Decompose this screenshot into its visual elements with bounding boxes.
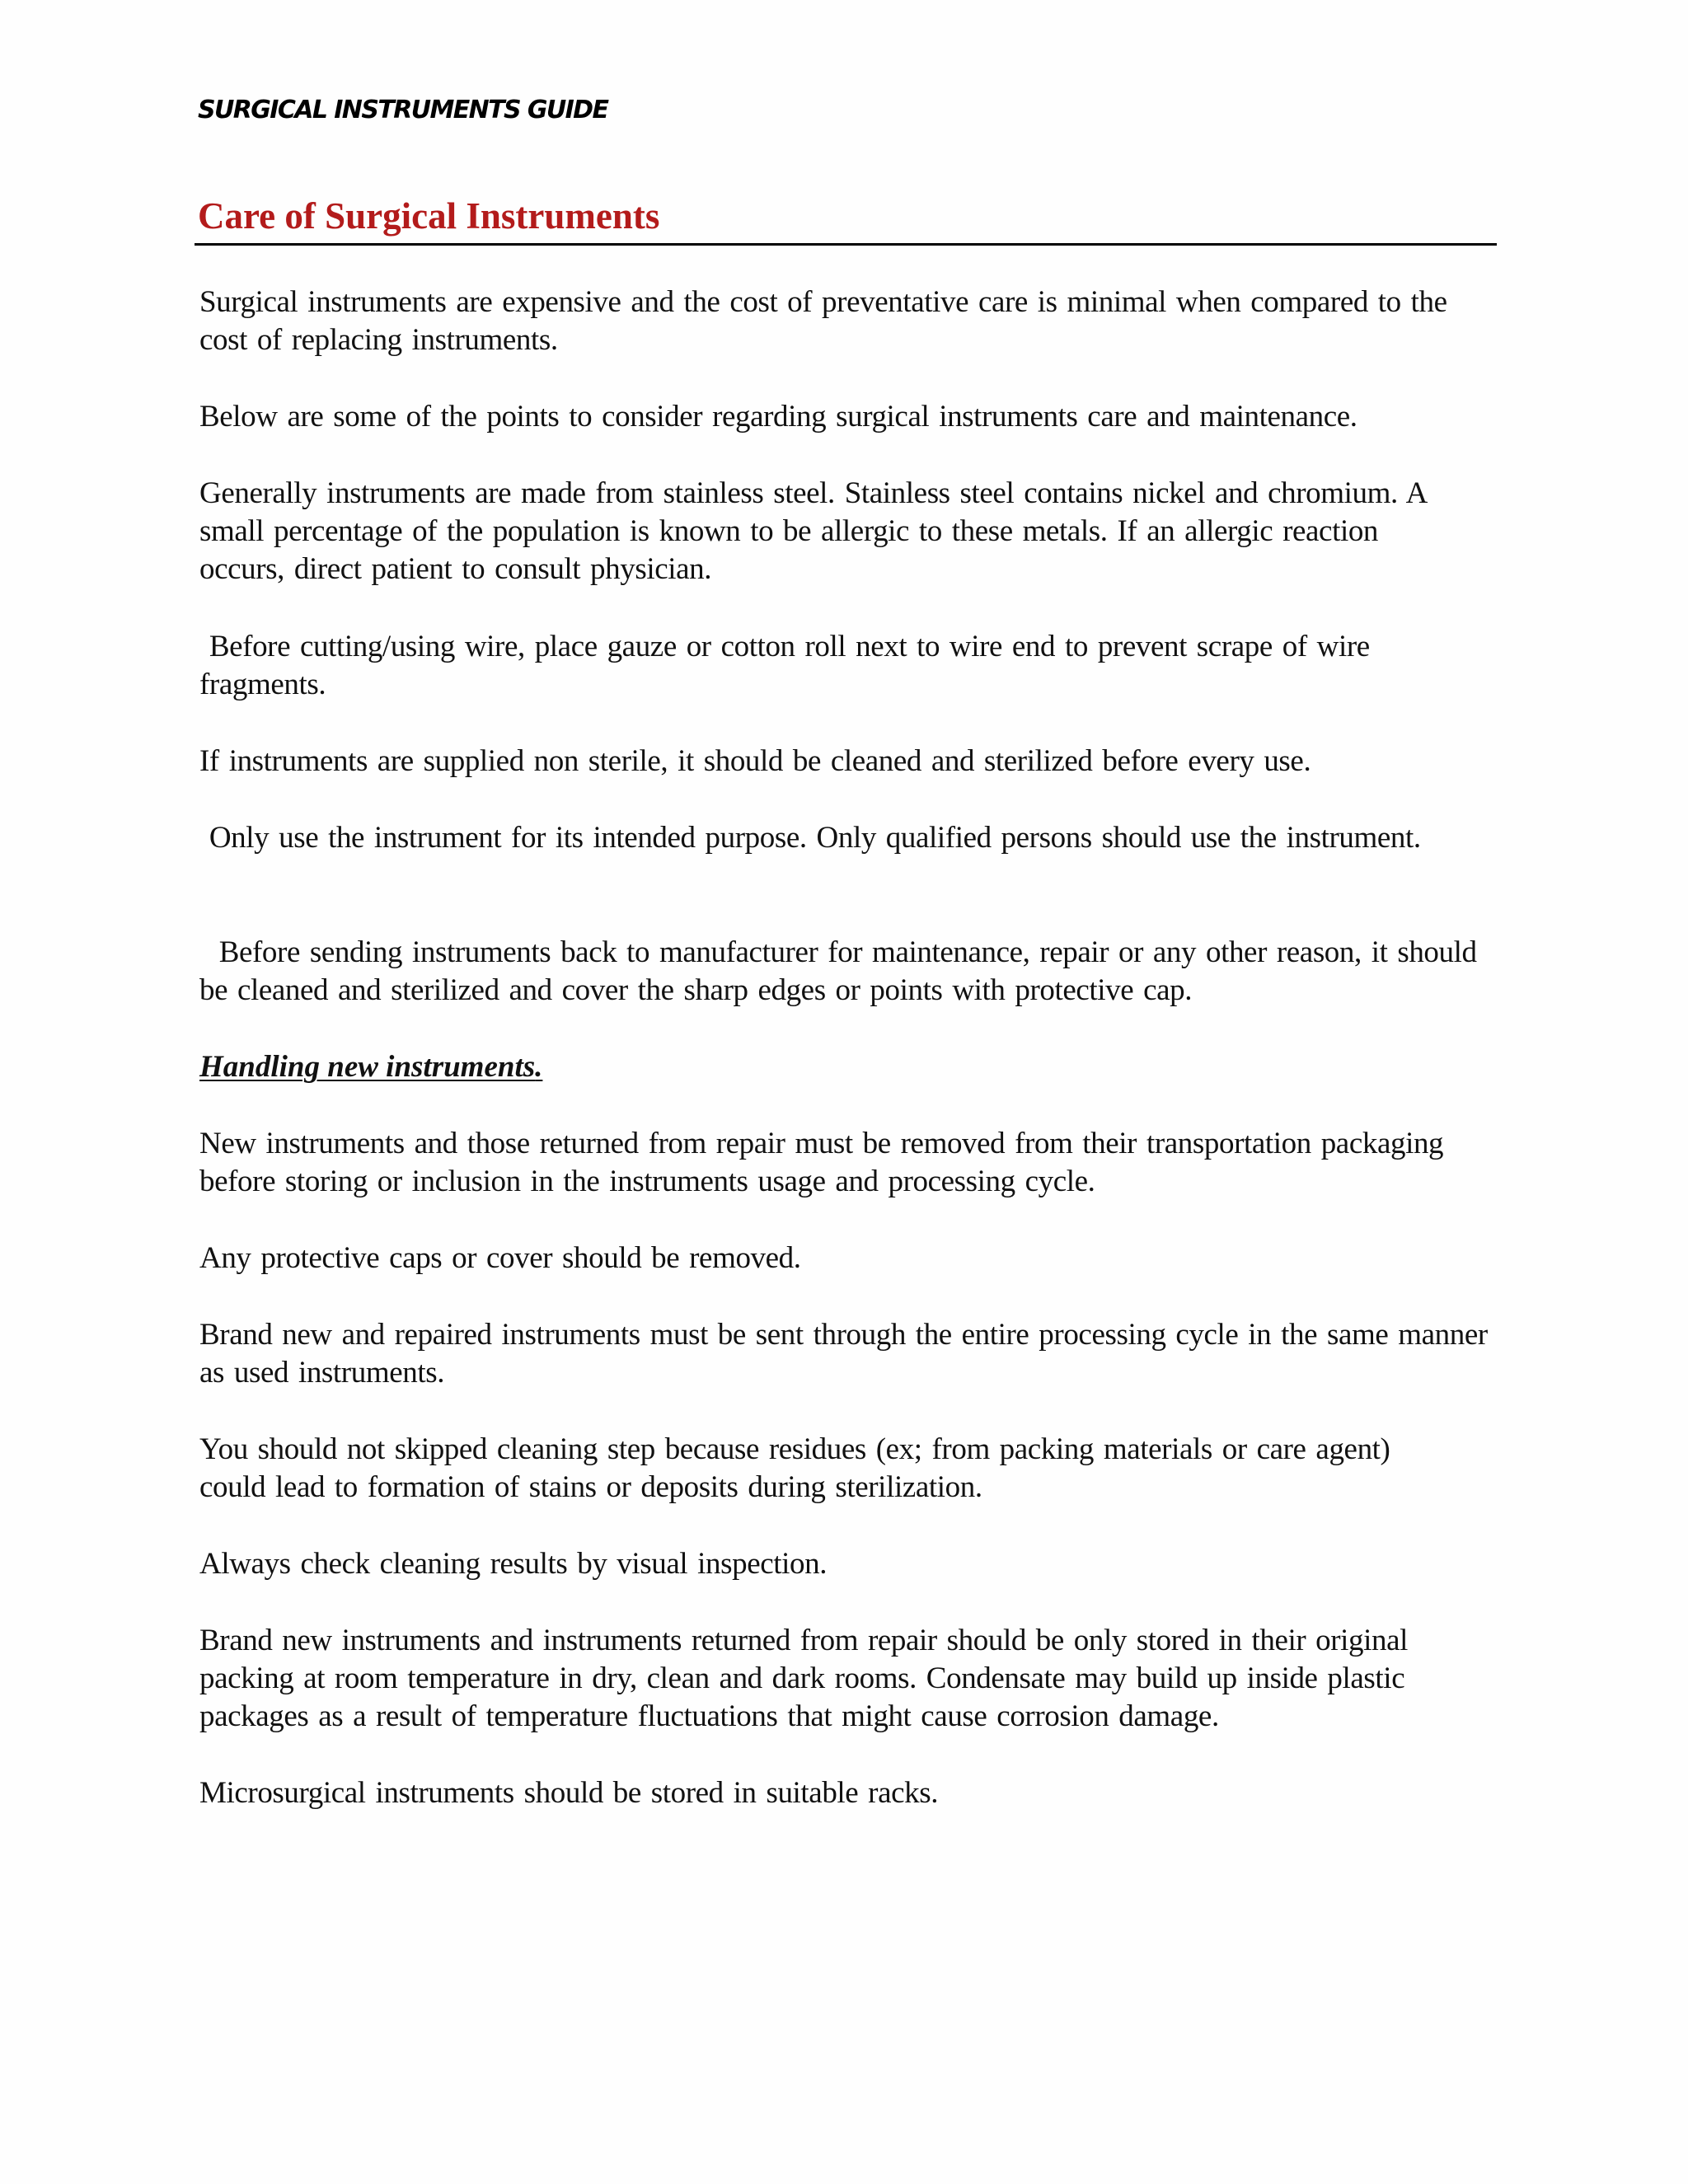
running-header: SURGICAL INSTRUMENTS GUIDE bbox=[198, 96, 608, 124]
paragraph-return: Before sending instruments back to manufacturer for maintenance, repair or any other reason, it should be cleaned and sterilized and cover the sharp edges or points with protective cap. bbox=[199, 935, 1487, 1007]
paragraph-materials: Generally instruments are made from stainless steel. Stainless steel contains nickel and chromium. A small percentage of the population is known to be allergic to these metals. If an allergic reaction occurs, direct patient to consult physician. bbox=[199, 476, 1426, 586]
paragraph-wire: Before cutting/using wire, place gauze or cotton roll next to wire end to prevent scrape of wire fragments. bbox=[199, 630, 1380, 701]
paragraph-intended-use: Only use the instrument for its intended purpose. Only qualified persons should use the instrument. bbox=[199, 821, 1421, 855]
paragraph-visual-inspection: Always check cleaning results by visual inspection. bbox=[199, 1547, 828, 1581]
section-heading-text: Handling new instruments bbox=[199, 1050, 536, 1084]
paragraph-protective-caps: Any protective caps or cover should be removed. bbox=[199, 1241, 801, 1275]
page-title: Care of Surgical Instruments bbox=[198, 195, 660, 237]
paragraph-intro: Surgical instruments are expensive and the cost of preventative care is minimal when compared to the cost of replacing instruments. bbox=[199, 285, 1447, 357]
paragraph-points: Below are some of the points to consider regarding surgical instruments care and maintenance. bbox=[199, 400, 1357, 434]
paragraph-storage: Brand new instruments and instruments returned from repair should be only stored in their original packing at room temperature in dry, clean and dark rooms. Condensate may build up inside plastic packages as a result of temperature fluctuations that might cause corrosion damage. bbox=[199, 1624, 1409, 1733]
paragraph-non-sterile: If instruments are supplied non sterile, it should be cleaned and sterilized before every use. bbox=[199, 744, 1311, 778]
paragraph-new-instruments: New instruments and those returned from repair must be removed from their transportation packaging before storing or inclusion in the instruments usage and processing cycle. bbox=[199, 1127, 1444, 1198]
section-heading-punct: . bbox=[535, 1050, 543, 1084]
paragraph-cleaning-step: You should not skipped cleaning step because residues (ex; from packing materials or care agent) could lead to formation of stains or deposits during sterilization. bbox=[199, 1432, 1390, 1504]
section-heading bbox=[199, 1048, 542, 1086]
paragraph-processing-cycle: Brand new and repaired instruments must be sent through the entire processing cycle in the same manner as used instruments. bbox=[199, 1318, 1488, 1390]
paragraph-microsurgical: Microsurgical instruments should be stored in suitable racks. bbox=[199, 1776, 939, 1810]
title-divider bbox=[195, 243, 1497, 246]
